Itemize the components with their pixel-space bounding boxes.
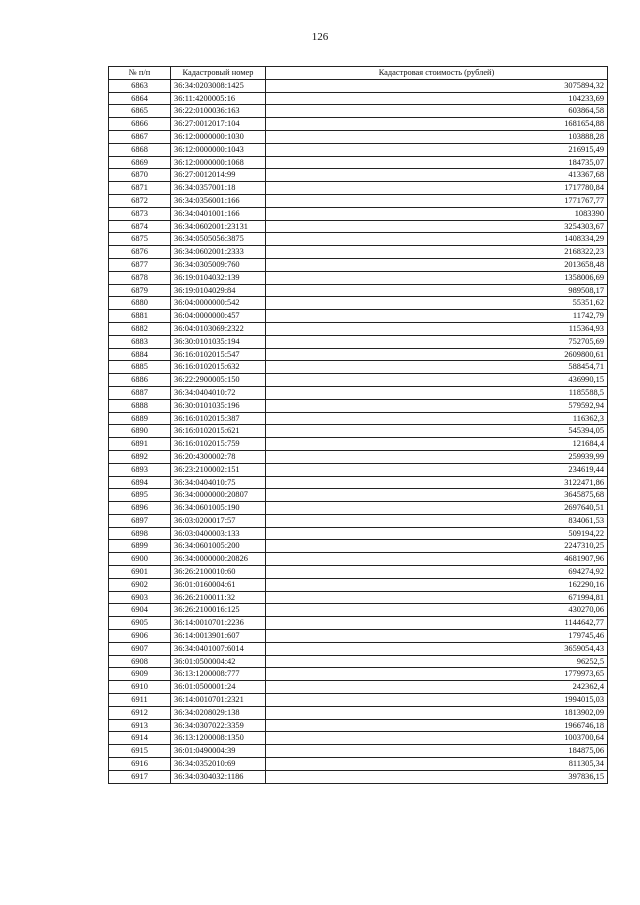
table-row — [109, 758, 608, 771]
table-row — [109, 207, 608, 220]
row-index-cell: 6913 — [109, 719, 171, 732]
table-row — [109, 118, 608, 131]
cadastral-number-cell: 36:13:1200008:1350 — [171, 732, 266, 745]
cadastral-number-cell: 36:34:0305009:760 — [171, 258, 266, 271]
cadastral-number-cell: 36:34:0352010:69 — [171, 758, 266, 771]
cadastral-value-cell: 11742,79 — [266, 310, 608, 323]
table-body — [109, 79, 608, 783]
cadastral-number-cell: 36:16:0102015:621 — [171, 425, 266, 438]
table-row — [109, 476, 608, 489]
cadastral-number-cell: 36:01:0490004:39 — [171, 745, 266, 758]
cadastral-value-cell: 242362,4 — [266, 681, 608, 694]
cadastral-number-cell: 36:04:0103069:2322 — [171, 322, 266, 335]
cadastral-value-table — [108, 66, 608, 784]
table-row — [109, 514, 608, 527]
row-index-cell: 6898 — [109, 527, 171, 540]
row-index-cell: 6899 — [109, 540, 171, 553]
table-row — [109, 246, 608, 259]
cadastral-number-cell: 36:16:0102015:632 — [171, 361, 266, 374]
cadastral-number-cell: 36:26:2100011:32 — [171, 591, 266, 604]
cadastral-value-cell: 588454,71 — [266, 361, 608, 374]
cadastral-number-cell: 36:19:0104032:139 — [171, 271, 266, 284]
row-index-cell: 6881 — [109, 310, 171, 323]
row-index-cell: 6900 — [109, 553, 171, 566]
cadastral-value-cell: 436990,15 — [266, 374, 608, 387]
row-index-cell: 6893 — [109, 463, 171, 476]
cadastral-value-cell: 1771767,77 — [266, 194, 608, 207]
row-index-cell: 6895 — [109, 489, 171, 502]
row-index-cell: 6914 — [109, 732, 171, 745]
cadastral-number-cell: 36:12:0000000:1043 — [171, 143, 266, 156]
cadastral-number-cell: 36:34:0208029:138 — [171, 706, 266, 719]
cadastral-value-cell: 1779973,65 — [266, 668, 608, 681]
cadastral-value-cell: 96252,5 — [266, 655, 608, 668]
cadastral-value-cell: 1144642,77 — [266, 617, 608, 630]
cadastral-value-cell: 55351,62 — [266, 297, 608, 310]
table-row — [109, 92, 608, 105]
table-row — [109, 79, 608, 92]
cadastral-value-cell: 2013658,48 — [266, 258, 608, 271]
cadastral-number-cell: 36:30:0101035:194 — [171, 335, 266, 348]
cadastral-value-cell: 1083390 — [266, 207, 608, 220]
table-row — [109, 194, 608, 207]
cadastral-value-cell: 3254303,67 — [266, 220, 608, 233]
cadastral-number-cell: 36:34:0401001:166 — [171, 207, 266, 220]
table-row — [109, 258, 608, 271]
row-index-cell: 6886 — [109, 374, 171, 387]
cadastral-number-cell: 36:16:0102015:387 — [171, 412, 266, 425]
cadastral-value-cell: 162290,16 — [266, 578, 608, 591]
cadastral-number-cell: 36:34:0401007:6014 — [171, 642, 266, 655]
table-header-row — [109, 67, 608, 80]
row-index-cell: 6917 — [109, 770, 171, 783]
row-index-cell: 6866 — [109, 118, 171, 131]
cadastral-value-cell: 413367,68 — [266, 169, 608, 182]
cadastral-value-cell: 430270,06 — [266, 604, 608, 617]
cadastral-value-cell: 3122471,86 — [266, 476, 608, 489]
cadastral-number-cell: 36:27:0012014:99 — [171, 169, 266, 182]
table-row — [109, 540, 608, 553]
row-index-cell: 6892 — [109, 450, 171, 463]
row-index-cell: 6878 — [109, 271, 171, 284]
row-index-cell: 6872 — [109, 194, 171, 207]
table-row — [109, 578, 608, 591]
column-header-cadastral-number: Кадастровый номер — [171, 67, 266, 80]
row-index-cell: 6907 — [109, 642, 171, 655]
table-row — [109, 706, 608, 719]
cadastral-value-cell: 259939,99 — [266, 450, 608, 463]
cadastral-number-cell: 36:03:0400003:133 — [171, 527, 266, 540]
row-index-cell: 6890 — [109, 425, 171, 438]
table-row — [109, 143, 608, 156]
row-index-cell: 6897 — [109, 514, 171, 527]
cadastral-number-cell: 36:12:0000000:1030 — [171, 130, 266, 143]
table-row — [109, 450, 608, 463]
cadastral-value-cell: 2697640,51 — [266, 502, 608, 515]
table-row — [109, 399, 608, 412]
table-row — [109, 220, 608, 233]
table-row — [109, 681, 608, 694]
row-index-cell: 6885 — [109, 361, 171, 374]
row-index-cell: 6864 — [109, 92, 171, 105]
cadastral-value-cell: 115364,93 — [266, 322, 608, 335]
table-row — [109, 527, 608, 540]
cadastral-value-cell: 1717780,84 — [266, 182, 608, 195]
table-row — [109, 412, 608, 425]
cadastral-number-cell: 36:19:0104029:84 — [171, 284, 266, 297]
row-index-cell: 6901 — [109, 566, 171, 579]
row-index-cell: 6888 — [109, 399, 171, 412]
row-index-cell: 6875 — [109, 233, 171, 246]
row-index-cell: 6874 — [109, 220, 171, 233]
table-row — [109, 617, 608, 630]
row-index-cell: 6887 — [109, 386, 171, 399]
row-index-cell: 6916 — [109, 758, 171, 771]
cadastral-number-cell: 36:16:0102015:759 — [171, 438, 266, 451]
table-row — [109, 566, 608, 579]
cadastral-value-cell: 752705,69 — [266, 335, 608, 348]
cadastral-value-cell: 397836,15 — [266, 770, 608, 783]
column-header-cadastral-value: Кадастровая стоимость (рублей) — [266, 67, 608, 80]
cadastral-value-cell: 179745,46 — [266, 630, 608, 643]
cadastral-value-cell: 1185588,5 — [266, 386, 608, 399]
table-row — [109, 438, 608, 451]
cadastral-value-cell: 3645875,68 — [266, 489, 608, 502]
row-index-cell: 6879 — [109, 284, 171, 297]
cadastral-number-cell: 36:14:0010701:2321 — [171, 694, 266, 707]
table-row — [109, 502, 608, 515]
row-index-cell: 6877 — [109, 258, 171, 271]
cadastral-value-cell: 2247310,25 — [266, 540, 608, 553]
cadastral-value-cell: 579592,94 — [266, 399, 608, 412]
row-index-cell: 6902 — [109, 578, 171, 591]
cadastral-number-cell: 36:13:1200008:777 — [171, 668, 266, 681]
cadastral-value-cell: 834061,53 — [266, 514, 608, 527]
table-row — [109, 745, 608, 758]
cadastral-number-cell: 36:20:4300002:78 — [171, 450, 266, 463]
cadastral-number-cell: 36:16:0102015:547 — [171, 348, 266, 361]
table-row — [109, 642, 608, 655]
cadastral-number-cell: 36:34:0000000:20807 — [171, 489, 266, 502]
cadastral-value-cell: 234619,44 — [266, 463, 608, 476]
cadastral-number-cell: 36:34:0505056:3875 — [171, 233, 266, 246]
row-index-cell: 6894 — [109, 476, 171, 489]
cadastral-number-cell: 36:14:0010701:2236 — [171, 617, 266, 630]
table-row — [109, 361, 608, 374]
cadastral-value-cell: 2609800,61 — [266, 348, 608, 361]
row-index-cell: 6863 — [109, 79, 171, 92]
row-index-cell: 6909 — [109, 668, 171, 681]
row-index-cell: 6906 — [109, 630, 171, 643]
cadastral-value-cell: 2168322,23 — [266, 246, 608, 259]
row-index-cell: 6871 — [109, 182, 171, 195]
cadastral-number-cell: 36:34:0404010:75 — [171, 476, 266, 489]
table-row — [109, 630, 608, 643]
cadastral-value-cell: 4681907,96 — [266, 553, 608, 566]
row-index-cell: 6915 — [109, 745, 171, 758]
cadastral-number-cell: 36:34:0404010:72 — [171, 386, 266, 399]
row-index-cell: 6884 — [109, 348, 171, 361]
table-row — [109, 374, 608, 387]
cadastral-number-cell: 36:30:0101035:196 — [171, 399, 266, 412]
cadastral-value-cell: 1358006,69 — [266, 271, 608, 284]
cadastral-value-cell: 671994,81 — [266, 591, 608, 604]
cadastral-value-cell: 3659054,43 — [266, 642, 608, 655]
page-number: 126 — [311, 31, 329, 43]
row-index-cell: 6905 — [109, 617, 171, 630]
row-index-cell: 6870 — [109, 169, 171, 182]
column-header-index: № п/п — [109, 67, 171, 80]
table-row — [109, 105, 608, 118]
cadastral-number-cell: 36:34:0203008:1425 — [171, 79, 266, 92]
cadastral-value-cell: 104233,69 — [266, 92, 608, 105]
row-index-cell: 6867 — [109, 130, 171, 143]
table-row — [109, 297, 608, 310]
table-row — [109, 655, 608, 668]
cadastral-value-cell: 1003700,64 — [266, 732, 608, 745]
row-index-cell: 6911 — [109, 694, 171, 707]
table-row — [109, 463, 608, 476]
row-index-cell: 6889 — [109, 412, 171, 425]
table-row — [109, 182, 608, 195]
cadastral-number-cell: 36:01:0500004:42 — [171, 655, 266, 668]
cadastral-number-cell: 36:34:0602001:2333 — [171, 246, 266, 259]
cadastral-number-cell: 36:23:2100002:151 — [171, 463, 266, 476]
row-index-cell: 6910 — [109, 681, 171, 694]
cadastral-number-cell: 36:34:0357001:18 — [171, 182, 266, 195]
table-row — [109, 604, 608, 617]
cadastral-number-cell: 36:01:0160004:61 — [171, 578, 266, 591]
cadastral-value-cell: 603864,58 — [266, 105, 608, 118]
row-index-cell: 6882 — [109, 322, 171, 335]
table-row — [109, 553, 608, 566]
cadastral-number-cell: 36:34:0304032:1186 — [171, 770, 266, 783]
table-row — [109, 233, 608, 246]
table-row — [109, 348, 608, 361]
table-row — [109, 386, 608, 399]
cadastral-number-cell: 36:34:0601005:200 — [171, 540, 266, 553]
table-row — [109, 322, 608, 335]
cadastral-number-cell: 36:34:0000000:20826 — [171, 553, 266, 566]
table-row — [109, 169, 608, 182]
table-row — [109, 335, 608, 348]
row-index-cell: 6903 — [109, 591, 171, 604]
cadastral-number-cell: 36:12:0000000:1068 — [171, 156, 266, 169]
cadastral-value-cell: 1966746,18 — [266, 719, 608, 732]
cadastral-number-cell: 36:27:0012017:104 — [171, 118, 266, 131]
table-row — [109, 310, 608, 323]
row-index-cell: 6904 — [109, 604, 171, 617]
table-row — [109, 732, 608, 745]
row-index-cell: 6883 — [109, 335, 171, 348]
table-row — [109, 668, 608, 681]
cadastral-value-cell: 216915,49 — [266, 143, 608, 156]
cadastral-value-cell: 509194,22 — [266, 527, 608, 540]
row-index-cell: 6891 — [109, 438, 171, 451]
cadastral-number-cell: 36:11:4200005:16 — [171, 92, 266, 105]
table-row — [109, 591, 608, 604]
table-row — [109, 770, 608, 783]
row-index-cell: 6908 — [109, 655, 171, 668]
row-index-cell: 6873 — [109, 207, 171, 220]
table-row — [109, 284, 608, 297]
cadastral-number-cell: 36:34:0356001:166 — [171, 194, 266, 207]
cadastral-value-cell: 1681654,88 — [266, 118, 608, 131]
table-row — [109, 719, 608, 732]
table-row — [109, 694, 608, 707]
table-row — [109, 489, 608, 502]
cadastral-value-cell: 121684,4 — [266, 438, 608, 451]
cadastral-number-cell: 36:26:2100010:60 — [171, 566, 266, 579]
row-index-cell: 6876 — [109, 246, 171, 259]
cadastral-value-cell: 184875,06 — [266, 745, 608, 758]
cadastral-value-cell: 1408334,29 — [266, 233, 608, 246]
cadastral-value-cell: 116362,3 — [266, 412, 608, 425]
table-row — [109, 156, 608, 169]
cadastral-number-cell: 36:04:0000000:457 — [171, 310, 266, 323]
row-index-cell: 6896 — [109, 502, 171, 515]
row-index-cell: 6880 — [109, 297, 171, 310]
cadastral-value-cell: 1994015,03 — [266, 694, 608, 707]
cadastral-value-cell: 103888,28 — [266, 130, 608, 143]
cadastral-number-cell: 36:22:0100036:163 — [171, 105, 266, 118]
cadastral-number-cell: 36:34:0307022:3359 — [171, 719, 266, 732]
row-index-cell: 6865 — [109, 105, 171, 118]
cadastral-value-cell: 694274,92 — [266, 566, 608, 579]
cadastral-number-cell: 36:04:0000000:542 — [171, 297, 266, 310]
cadastral-number-cell: 36:34:0602001:23131 — [171, 220, 266, 233]
table-row — [109, 425, 608, 438]
cadastral-value-cell: 3075894,32 — [266, 79, 608, 92]
row-index-cell: 6912 — [109, 706, 171, 719]
cadastral-value-cell: 811305,34 — [266, 758, 608, 771]
cadastral-value-cell: 545394,05 — [266, 425, 608, 438]
cadastral-number-cell: 36:03:0200017:57 — [171, 514, 266, 527]
cadastral-value-cell: 1813902,09 — [266, 706, 608, 719]
cadastral-value-cell: 184735,07 — [266, 156, 608, 169]
cadastral-number-cell: 36:01:0500001:24 — [171, 681, 266, 694]
table-row — [109, 130, 608, 143]
table-row — [109, 271, 608, 284]
cadastral-number-cell: 36:26:2100016:125 — [171, 604, 266, 617]
cadastral-number-cell: 36:34:0601005:190 — [171, 502, 266, 515]
cadastral-value-cell: 989508,17 — [266, 284, 608, 297]
row-index-cell: 6869 — [109, 156, 171, 169]
row-index-cell: 6868 — [109, 143, 171, 156]
cadastral-number-cell: 36:14:0013901:607 — [171, 630, 266, 643]
cadastral-number-cell: 36:22:2900005:150 — [171, 374, 266, 387]
